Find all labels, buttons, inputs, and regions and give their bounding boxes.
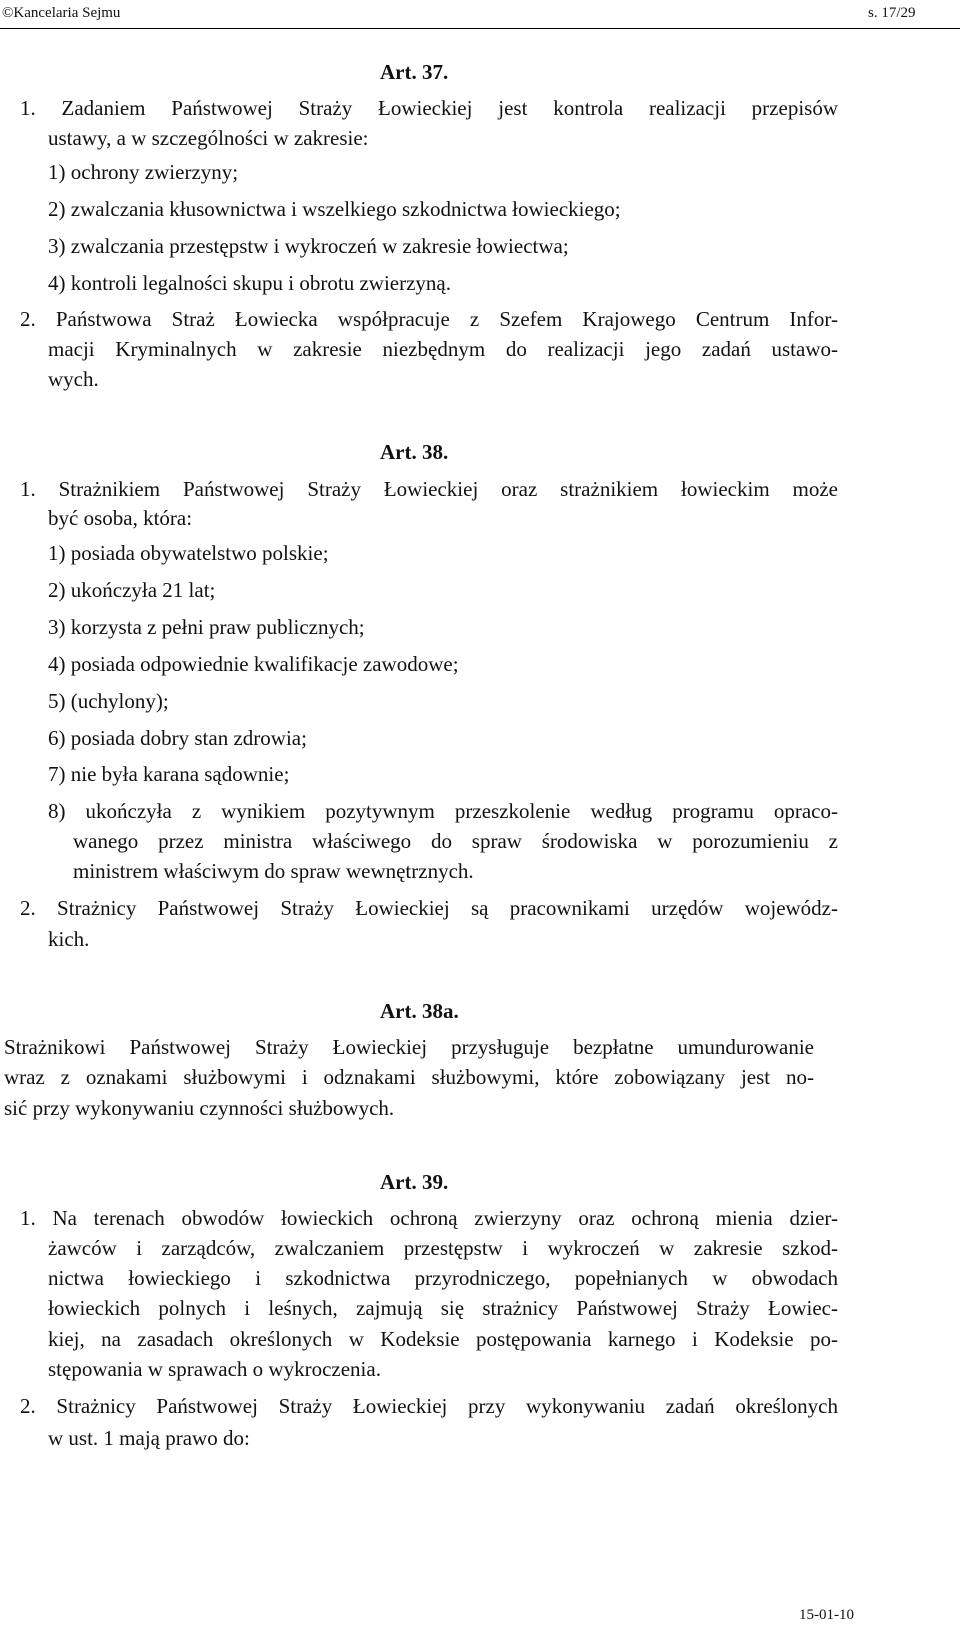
text-line: Strażnikowi Państwowej Straży Łowieckiej przysługuje bezpłatne umundurowanie: [4, 1035, 814, 1059]
article-heading: Art. 38a.: [380, 999, 459, 1023]
text-line: żawców i zarządców, zwalczaniem przestępstw i wykroczeń w zakresie szkod-: [48, 1236, 838, 1260]
list-item: 1) posiada obywatelstwo polskie;: [48, 541, 329, 565]
footer-date: 15-01-10: [799, 1607, 854, 1623]
text-line: kiej, na zasadach określonych w Kodeksie postępowania karnego i Kodeksie po-: [48, 1327, 838, 1351]
text-line: 2. Strażnicy Państwowej Straży Łowieckiej są pracownikami urzędów wojewódz-: [20, 896, 838, 920]
text-line: nictwa łowieckiego i szkodnictwa przyrodniczego, popełnianych w obwodach: [48, 1266, 838, 1290]
list-item: 3) korzysta z pełni praw publicznych;: [48, 615, 365, 639]
header-page-number: s. 17/29: [868, 5, 916, 21]
page-header: [0, 0, 960, 29]
text-line: wych.: [48, 367, 99, 391]
text-line: kich.: [48, 927, 90, 951]
list-item: 6) posiada dobry stan zdrowia;: [48, 726, 307, 750]
article-heading: Art. 37.: [380, 60, 449, 84]
text-line: wanego przez ministra właściwego do spraw środowiska w porozumieniu z: [73, 829, 838, 853]
text-line: w ust. 1 mają prawo do:: [48, 1426, 250, 1450]
text-line: stępowania w sprawach o wykroczenia.: [48, 1357, 381, 1381]
list-item: 2) ukończyła 21 lat;: [48, 578, 216, 602]
text-line: ministrem właściwym do spraw wewnętrznych.: [73, 859, 474, 883]
text-line: macji Kryminalnych w zakresie niezbędnym do realizacji jego zadań ustawo-: [48, 337, 838, 361]
text-line: sić przy wykonywaniu czynności służbowych.: [4, 1096, 395, 1120]
text-line: 1. Na terenach obwodów łowieckich ochroną zwierzyny oraz ochroną mienia dzier-: [20, 1206, 838, 1230]
list-item: 3) zwalczania przestępstw i wykroczeń w zakresie łowiectwa;: [48, 234, 569, 258]
article-heading: Art. 39.: [380, 1170, 449, 1194]
list-item: 2) zwalczania kłusownictwa i wszelkiego szkodnictwa łowieckiego;: [48, 197, 621, 221]
text-line: 2. Strażnicy Państwowej Straży Łowieckiej przy wykonywaniu zadań określonych: [20, 1394, 838, 1418]
text-line: być osoba, która:: [48, 506, 193, 530]
text-line: łowieckich polnych i leśnych, zajmują się strażnicy Państwowej Straży Łowiec-: [48, 1296, 838, 1320]
list-item: 8) ukończyła z wynikiem pozytywnym przeszkolenie według programu opraco-: [48, 799, 838, 823]
list-item: 5) (uchylony);: [48, 689, 169, 713]
list-item: 1) ochrony zwierzyny;: [48, 160, 239, 184]
text-line: 2. Państwowa Straż Łowiecka współpracuje z Szefem Krajowego Centrum Infor-: [20, 307, 838, 331]
article-heading: Art. 38.: [380, 440, 449, 464]
text-line: ustawy, a w szczególności w zakresie:: [48, 126, 369, 150]
list-item: 7) nie była karana sądownie;: [48, 762, 290, 786]
text-line: 1. Zadaniem Państwowej Straży Łowieckiej jest kontrola realizacji przepisów: [20, 96, 838, 120]
list-item: 4) kontroli legalności skupu i obrotu zwierzyną.: [48, 271, 451, 295]
header-publisher: ©Kancelaria Sejmu: [2, 5, 121, 21]
list-item: 4) posiada odpowiednie kwalifikacje zawodowe;: [48, 652, 459, 676]
text-line: 1. Strażnikiem Państwowej Straży Łowieckiej oraz strażnikiem łowieckim może: [20, 477, 838, 501]
text-line: wraz z oznakami służbowymi i odznakami służbowymi, które zobowiązany jest no-: [4, 1065, 814, 1089]
